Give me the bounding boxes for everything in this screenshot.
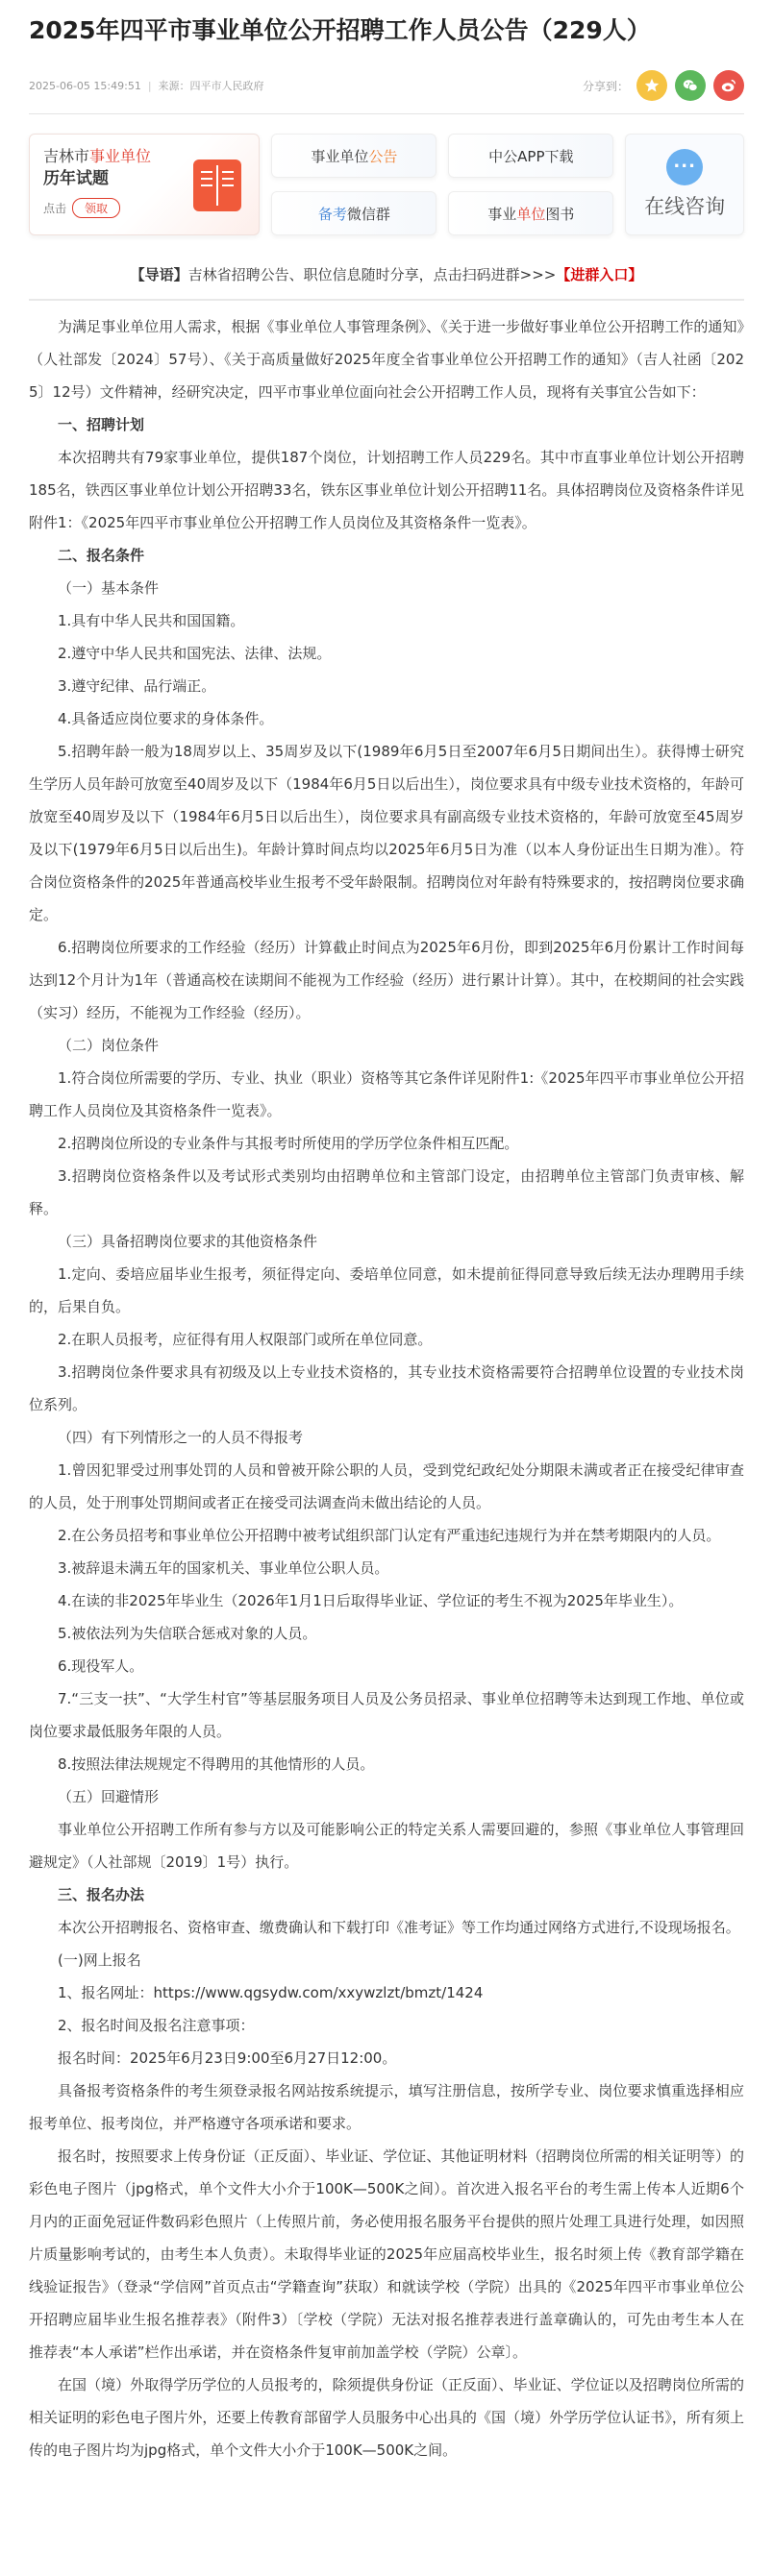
share-qzone-button[interactable] [636, 70, 667, 101]
promo-accent: 公告 [368, 147, 398, 165]
online-consult-button[interactable] [625, 134, 744, 235]
paragraph: 3.被辞退未满五年的国家机关、事业单位公职人员。 [58, 1559, 389, 1577]
join-group-link[interactable]: 【进群入口】 [556, 266, 643, 283]
wechat-icon [682, 77, 699, 94]
paragraph: （二）岗位条件 [58, 1037, 160, 1054]
paragraph: （一）基本条件 [58, 579, 160, 597]
share-wechat-button[interactable] [675, 70, 706, 101]
paragraph: 为满足事业单位用人需求，根据《事业单位人事管理条例》、《关于进一步做好事业单位公开招聘工作的通知》（人社部发〔2024〕57号）、《关于高质量做好2025年度全省事业单位公开招聘工作的通知》（吉人社函〔2025〕12号）文件精神，经研究决定，四平市事业单位面向社会公开招聘工作人员，现将有关事宜公告如下： [29, 318, 744, 401]
paragraph: 4.具备适应岗位要求的身体条件。 [58, 710, 274, 727]
share-bar [583, 70, 744, 101]
article-source: 来源：四平市人民政府 [158, 80, 264, 92]
promo-text: 中公APP下载 [488, 147, 574, 165]
online-consult-label: 在线咨询 [644, 195, 726, 218]
promo-banner [29, 134, 744, 235]
guide-lead: 【导语】 [130, 266, 188, 283]
paragraph: 5.招聘年龄一般为18周岁以上、35周岁及以下(1989年6月5日至2007年6月5日期间出生）。获得博士研究生学历人员年龄可放宽至40周岁及以下（1984年6月5日以后出生），岗位要求具有中级专业技术资格的，年龄可放宽至40周岁及以下（1984年6月5日以后出生），岗位要求具有副高级专业技术资格的，年龄可放宽至45周岁及以下(1979年6月5日以后出生)。年龄计算时间点均以2025年6月5日为准（以本人身份证出生日期为准）。符合岗位资格条件的2025年普通高校毕业生报考不受年龄限制。招聘岗位对年龄有特殊要求的，按招聘岗位要求确定。 [29, 743, 744, 923]
chat-icon [666, 149, 703, 185]
paragraph: 具备报考资格条件的考生须登录报名网站按系统提示，填写注册信息，按所学专业、岗位要求慎重选择相应报考单位、报考岗位，并严格遵守各项承诺和要求。 [29, 2082, 744, 2132]
section-heading: 一、招聘计划 [58, 416, 145, 433]
header-divider [29, 113, 744, 114]
article-title: 2025年四平市事业单位公开招聘工作人员公告（229人） [29, 16, 651, 44]
paragraph: 报名时间：2025年6月23日9:00至6月27日12:00。 [58, 2049, 397, 2067]
paragraph: 1.曾因犯罪受过刑事处罚的人员和曾被开除公职的人员，受到党纪政纪处分期限未满或者正在接受纪律审查的人员，处于刑事处罚期间或者正在接受司法调查尚未做出结论的人员。 [29, 1461, 744, 1511]
share-weibo-button[interactable] [713, 70, 744, 101]
content-divider [29, 299, 744, 301]
paragraph: 5.被依法列为失信联合惩戒对象的人员。 [58, 1625, 317, 1642]
promo-accent: 备考 [317, 205, 347, 223]
promo-exam-papers-card[interactable] [29, 134, 260, 235]
paragraph: 2、报名时间及报名注意事项： [58, 2017, 255, 2034]
paragraph: 1、报名网址：https://www.qgsydw.com/xxywzlzt/bmzt/1424 [58, 1984, 484, 2001]
promo-text: 图书 [545, 205, 575, 223]
promo-text: 微信群 [346, 205, 390, 223]
paragraph: 6.招聘岗位所要求的工作经验（经历）计算截止时间点为2025年6月份，即到2025年6月份累计工作时间每达到12个月计为1年（普通高校在读期间不能视为工作经验（经历）进行累计计算）。其中，在校期间的社会实践（实习）经历，不能视为工作经验（经历）。 [29, 939, 744, 1021]
meta-separator: | [147, 80, 152, 92]
promo-wechat-group-button[interactable] [271, 191, 436, 235]
paragraph: (一)网上报名 [58, 1951, 141, 1969]
paragraph: 2.在公务员招考和事业单位公开招聘中被考试组织部门认定有严重违纪违规行为并在禁考期限内的人员。 [58, 1527, 721, 1544]
paragraph: 1.符合岗位所需要的学历、专业、执业（职业）资格等其它条件详见附件1:《2025年四平市事业单位公开招聘工作人员岗位及其资格条件一览表》。 [29, 1069, 744, 1119]
promo-grid [271, 134, 613, 235]
star-icon [643, 77, 661, 94]
paragraph: 本次招聘共有79家事业单位，提供187个岗位，计划招聘工作人员229名。其中市直事业单位计划公开招聘185名，铁西区事业单位计划公开招聘33名，铁东区事业单位计划公开招聘11名。具体招聘岗位及资格条件详见附件1：《2025年四平市事业单位公开招聘工作人员岗位及其资格条件一览表》。 [29, 449, 744, 531]
paragraph: 1.具有中华人民共和国国籍。 [58, 612, 245, 629]
paragraph: 1.定向、委培应届毕业生报考，须征得定向、委培单位同意，如未提前征得同意导致后续无法办理聘用手续的，后果自负。 [29, 1265, 744, 1315]
paragraph: 事业单位公开招聘工作所有参与方以及可能影响公正的特定关系人需要回避的，参照《事业单位人事管理回避规定》（人社部规〔2019〕1号）执行。 [29, 1821, 744, 1871]
article-meta [29, 78, 264, 93]
paragraph: 7.“三支一扶”、“大学生村官”等基层服务项目人员及公务员招录、事业单位招聘等未达到现工作地、单位或岗位要求最低服务年限的人员。 [29, 1690, 744, 1740]
book-icon [193, 159, 241, 211]
publish-date: 2025-06-05 15:49:51 [29, 80, 141, 92]
promo-card-line2: 历年试题 [43, 169, 109, 188]
section-heading: 三、报名办法 [58, 1886, 145, 1903]
promo-text: 事业 [487, 205, 517, 223]
paragraph: 4.在读的非2025年毕业生（2026年1月1日后取得毕业证、学位证的考生不视为2025年毕业生）。 [58, 1592, 684, 1609]
paragraph: 3.遵守纪律、品行端正。 [58, 677, 216, 695]
promo-announcement-button[interactable] [271, 134, 436, 178]
paragraph: 2.在职人员报考，应征得有用人权限部门或所在单位同意。 [58, 1331, 433, 1348]
paragraph: 在国（境）外取得学历学位的人员报考的，除须提供身份证（正反面）、毕业证、学位证以及招聘岗位所需的相关证明的彩色电子图片外，还要上传教育部留学人员服务中心出具的《国（境）外学历学位认证书》，所有须上传的电子图片均为jpg格式，单个文件大小介于100K—500K之间。 [29, 2376, 744, 2459]
share-label: 分享到： [582, 79, 629, 93]
promo-card-click-label: 点击 [43, 202, 67, 215]
article-body [29, 310, 744, 2466]
paragraph: 报名时，按照要求上传身份证（正反面）、毕业证、学位证、其他证明材料（招聘岗位所需的相关证明等）的彩色电子图片（jpg格式，单个文件大小介于100K—500K之间）。首次进入报名平台的考生需上传本人近期6个月内的正面免冠证件数码彩色照片（上传照片前，务必使用报名服务平台提供的照片处理工具进行处理，如因照片质量影响考试的，由考生本人负责）。未取得毕业证的2025年应届高校毕业生，报名时须上传《教育部学籍在线验证报告》（登录“学信网”首页点击“学籍查询”获取）和就读学校（学院）出具的《2025年四平市事业单位公开招聘应届毕业生报名推荐表》（附件3）〔学校（学院）无法对报名推荐表进行盖章确认的，可先由考生本人在推荐表“本人承诺”栏作出承诺，并在资格条件复审前加盖学校（学院）公章〕。 [29, 2147, 744, 2361]
paragraph: 3.招聘岗位资格条件以及考试形式类别均由招聘单位和主管部门设定，由招聘单位主管部门负责审核、解释。 [29, 1167, 744, 1217]
paragraph: （四）有下列情形之一的人员不得报考 [58, 1429, 304, 1446]
paragraph: 2.招聘岗位所设的专业条件与其报考时所使用的学历学位条件相互匹配。 [58, 1135, 519, 1152]
paragraph: 3.招聘岗位条件要求具有初级及以上专业技术资格的，其专业技术资格需要符合招聘单位设置的专业技术岗位系列。 [29, 1363, 744, 1413]
section-heading: 二、报名条件 [58, 547, 145, 564]
promo-accent: 单位 [516, 205, 546, 223]
meta-row [29, 69, 744, 102]
promo-claim-button[interactable]: 领取 [72, 198, 120, 218]
weibo-icon [720, 77, 737, 94]
paragraph: 2.遵守中华人民共和国宪法、法律、法规。 [58, 645, 332, 662]
promo-card-highlight: 事业单位 [89, 147, 152, 165]
guide-line [29, 264, 744, 285]
guide-text: 吉林省招聘公告、职位信息随时分享，点击扫码进群>>> [187, 266, 557, 283]
paragraph: 6.现役军人。 [58, 1657, 144, 1675]
paragraph: （五）回避情形 [58, 1788, 160, 1805]
promo-text: 事业单位 [311, 147, 369, 165]
paragraph: 8.按照法律法规规定不得聘用的其他情形的人员。 [58, 1755, 375, 1773]
promo-books-button[interactable] [448, 191, 613, 235]
paragraph: 本次公开招聘报名、资格审查、缴费确认和下载打印《准考证》等工作均通过网络方式进行,不设现场报名。 [58, 1919, 740, 1936]
promo-app-download-button[interactable] [448, 134, 613, 178]
paragraph: （三）具备招聘岗位要求的其他资格条件 [58, 1233, 318, 1250]
promo-card-city: 吉林市 [43, 147, 90, 165]
